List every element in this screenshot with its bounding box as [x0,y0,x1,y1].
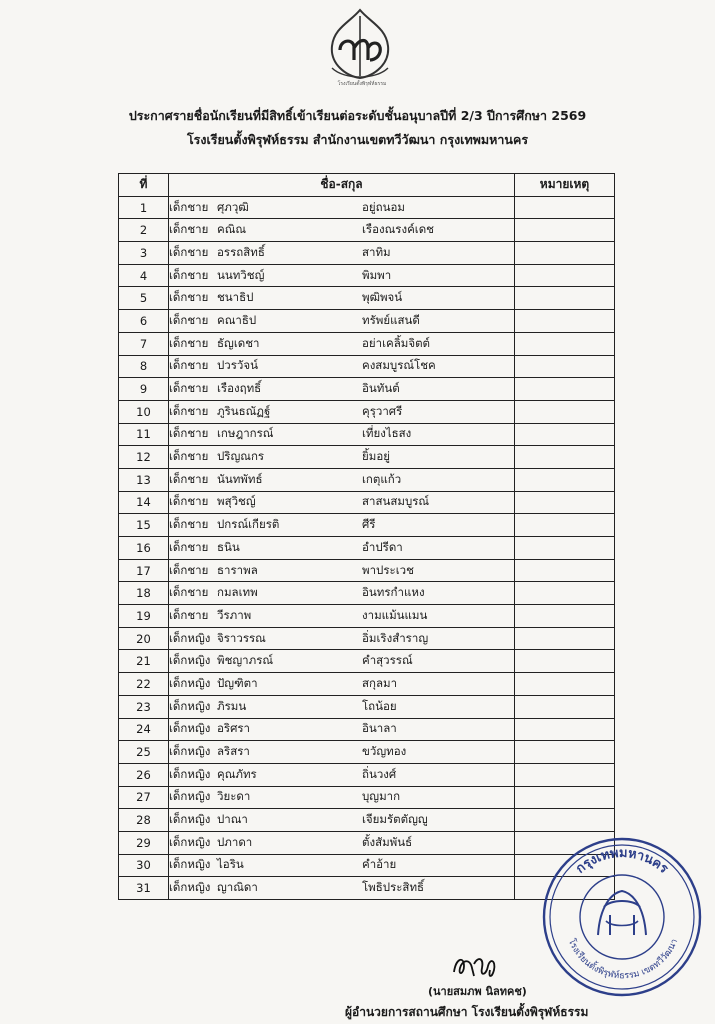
last-name: พิมพา [362,267,392,282]
first-name: นันทพัทธ์ [217,471,263,486]
row-number: 8 [119,355,169,378]
last-name: ศีรี [362,517,376,532]
name-prefix: เด็กหญิง [169,653,211,668]
name-prefix: เด็กหญิง [169,744,211,759]
last-name: สาสนสมบูรณ์ [362,494,430,509]
table-row [119,582,615,605]
last-name: สกุลมา [362,675,398,690]
row-number: 10 [119,400,169,423]
school-logo-icon [320,6,400,88]
student-name-cell [169,831,515,854]
table-row [119,514,615,537]
row-number: 12 [119,446,169,469]
column-header-name: ชื่อ-สกุล [169,174,515,197]
table-row [119,627,615,650]
first-name: วีรภาพ [217,607,252,622]
last-name: อยู่ถนอม [362,199,405,214]
name-prefix: เด็กหญิง [169,630,211,645]
first-name: ศุภวุฒิ [217,199,249,214]
first-name: ปวรวัจน์ [217,358,258,373]
note-cell [515,763,615,786]
first-name: ธาราพล [217,562,258,577]
note-cell [515,718,615,741]
table-row [119,355,615,378]
row-number: 13 [119,468,169,491]
student-name-cell [169,854,515,877]
name-prefix: เด็กชาย [169,199,209,214]
row-number: 23 [119,695,169,718]
table-row [119,196,615,219]
table-row [119,491,615,514]
row-number: 27 [119,786,169,809]
note-cell [515,695,615,718]
table-row [119,741,615,764]
last-name: อินาลา [362,721,397,736]
note-cell [515,673,615,696]
name-prefix: เด็กหญิง [169,834,211,849]
last-name: โถน้อย [362,698,397,713]
last-name: ขวัญทอง [362,744,407,759]
student-name-cell [169,877,515,900]
row-number: 29 [119,831,169,854]
last-name: ถิ่นวงศ์ [362,766,397,781]
note-cell [515,446,615,469]
first-name: พสุวิชญ์ [217,494,256,509]
student-name-cell [169,786,515,809]
last-name: ทรัพย์แสนดี [362,312,420,327]
name-prefix: เด็กชาย [169,312,209,327]
name-prefix: เด็กชาย [169,426,209,441]
last-name: งามแม้นแมน [362,607,428,622]
first-name: เรืองฤทธิ์ [217,381,262,396]
last-name: คำสุวรรณ์ [362,653,413,668]
row-number: 24 [119,718,169,741]
student-name-cell [169,400,515,423]
student-name-cell [169,219,515,242]
column-header-no: ที่ [119,174,169,197]
name-prefix: เด็กหญิง [169,698,211,713]
table-row [119,650,615,673]
note-cell [515,537,615,560]
student-name-cell [169,264,515,287]
note-cell [515,650,615,673]
name-prefix: เด็กหญิง [169,789,211,804]
last-name: อย่าเคลิ้มจิตต์ [362,335,431,350]
name-prefix: เด็กชาย [169,358,209,373]
first-name: วิยะดา [217,789,251,804]
student-name-cell [169,242,515,265]
last-name: อำปรีดา [362,539,403,554]
first-name: ชนาธิป [217,290,254,305]
name-prefix: เด็กชาย [169,335,209,350]
last-name: อิ่มเริงสำราญ [362,630,429,645]
student-name-cell [169,582,515,605]
student-name-cell [169,468,515,491]
table-row [119,468,615,491]
note-cell [515,242,615,265]
student-name-cell [169,355,515,378]
name-prefix: เด็กชาย [169,244,209,259]
first-name: ปกรณ์เกียรติ [217,517,280,532]
first-name: ธัญเดชา [217,335,260,350]
first-name: นนทวิชญ์ [217,267,265,282]
last-name: คงสมบูรณ์โชค [362,358,436,373]
first-name: ปาณา [217,812,248,827]
first-name: ปัญฑิตา [217,675,258,690]
row-number: 18 [119,582,169,605]
name-prefix: เด็กชาย [169,517,209,532]
note-cell [515,809,615,832]
table-row [119,537,615,560]
first-name: คณาธิป [217,312,257,327]
student-name-cell [169,763,515,786]
name-prefix: เด็กชาย [169,607,209,622]
name-prefix: เด็กชาย [169,449,209,464]
student-roster-table [118,173,615,900]
first-name: ปภาดา [217,834,253,849]
note-cell [515,378,615,401]
name-prefix: เด็กชาย [169,267,209,282]
row-number: 17 [119,559,169,582]
name-prefix: เด็กหญิง [169,857,211,872]
table-row [119,332,615,355]
name-prefix: เด็กชาย [169,290,209,305]
signatory-position: ผู้อำนวยการสถานศึกษา โรงเรียนตั้งพิรุฬห์ธรรม [345,1005,589,1019]
first-name: ลริสรา [217,744,250,759]
student-name-cell [169,310,515,333]
table-row [119,378,615,401]
student-name-cell [169,809,515,832]
last-name: คำอ้าย [362,857,397,872]
first-name: คุณภัทร [217,766,257,781]
name-prefix: เด็กชาย [169,562,209,577]
student-name-cell [169,491,515,514]
note-cell [515,287,615,310]
table-row [119,718,615,741]
last-name: อินทันต์ [362,381,400,396]
note-cell [515,355,615,378]
row-number: 30 [119,854,169,877]
last-name: ตั้งสัมพันธ์ [362,834,413,849]
stamp-text-top: กรุงเทพมหานคร [573,845,671,877]
table-row [119,242,615,265]
table-row [119,310,615,333]
row-number: 9 [119,378,169,401]
table-row [119,559,615,582]
row-number: 25 [119,741,169,764]
name-prefix: เด็กหญิง [169,812,211,827]
note-cell [515,514,615,537]
page-title: ประกาศรายชื่อนักเรียนที่มีสิทธิ์เข้าเรียนต่อระดับชั้นอนุบาลปีที่ 2/3 ปีการศึกษา 2569 [128,108,587,123]
last-name: เกตุแก้ว [362,471,402,486]
student-name-cell [169,332,515,355]
first-name: จิราวรรณ [217,630,266,645]
table-header-row [119,174,615,197]
student-name-cell [169,378,515,401]
name-prefix: เด็กชาย [169,539,209,554]
row-number: 21 [119,650,169,673]
name-prefix: เด็กหญิง [169,675,211,690]
student-name-cell [169,537,515,560]
note-cell [515,786,615,809]
student-name-cell [169,423,515,446]
row-number: 5 [119,287,169,310]
note-cell [515,605,615,628]
first-name: เกษฎากรณ์ [217,426,274,441]
note-cell [515,491,615,514]
note-cell [515,219,615,242]
logo-caption: โรงเรียนตั้งพิรุฬห์ธรรม [337,81,387,87]
first-name: ไอริน [217,857,244,872]
row-number: 1 [119,196,169,219]
last-name: ยิ้มอยู่ [362,449,390,464]
student-name-cell [169,514,515,537]
row-number: 28 [119,809,169,832]
row-number: 16 [119,537,169,560]
student-name-cell [169,559,515,582]
note-cell [515,310,615,333]
student-name-cell [169,287,515,310]
student-name-cell [169,605,515,628]
row-number: 19 [119,605,169,628]
student-name-cell [169,446,515,469]
last-name: เจียมรัตตัญญู [362,812,428,827]
table-row [119,809,615,832]
first-name: ภูรินธณัฏฐ์ [217,403,271,418]
note-cell [515,196,615,219]
last-name: พุฒิพจน์ [362,290,403,305]
note-cell [515,400,615,423]
student-name-cell [169,627,515,650]
row-number: 7 [119,332,169,355]
first-name: กมลเทพ [217,585,258,600]
table-row [119,446,615,469]
table-row [119,673,615,696]
signatory-name: (นายสมภพ นิลทคช) [428,985,527,998]
note-cell [515,468,615,491]
table-row [119,287,615,310]
name-prefix: เด็กหญิง [169,880,211,895]
first-name: พิชญาภรณ์ [217,653,274,668]
row-number: 2 [119,219,169,242]
column-header-note: หมายเหตุ [515,174,615,197]
name-prefix: เด็กชาย [169,585,209,600]
note-cell [515,332,615,355]
row-number: 20 [119,627,169,650]
first-name: ญาณิดา [217,880,258,895]
last-name: อินทรกำแหง [362,585,425,600]
table-row [119,605,615,628]
student-name-cell [169,673,515,696]
row-number: 22 [119,673,169,696]
table-row [119,786,615,809]
first-name: อริศรา [217,721,251,736]
row-number: 6 [119,310,169,333]
row-number: 26 [119,763,169,786]
last-name: คุรุวาศรี [362,403,403,418]
note-cell [515,559,615,582]
student-name-cell [169,718,515,741]
name-prefix: เด็กหญิง [169,721,211,736]
student-name-cell [169,741,515,764]
last-name: บุญมาก [362,789,401,804]
row-number: 3 [119,242,169,265]
last-name: เที่ยงไธสง [362,426,412,441]
signature-icon [450,950,500,982]
row-number: 11 [119,423,169,446]
table-row [119,763,615,786]
table-row [119,695,615,718]
name-prefix: เด็กชาย [169,403,209,418]
note-cell [515,423,615,446]
table-row [119,400,615,423]
row-number: 15 [119,514,169,537]
note-cell [515,741,615,764]
name-prefix: เด็กชาย [169,222,209,237]
last-name: สาทิม [362,244,391,259]
row-number: 4 [119,264,169,287]
last-name: พาประเวช [362,562,414,577]
student-name-cell [169,695,515,718]
last-name: เรืองณรงค์เดช [362,222,434,237]
name-prefix: เด็กชาย [169,494,209,509]
last-name: โพธิประสิทธิ์ [362,880,425,895]
name-prefix: เด็กชาย [169,381,209,396]
stamp-text-bottom: โรงเรียนตั้งพิรุฬห์ธรรม เขตทวีวัฒนา [565,937,681,982]
first-name: คณิณ [217,222,247,237]
row-number: 31 [119,877,169,900]
first-name: ธนิน [217,539,240,554]
table-row [119,423,615,446]
name-prefix: เด็กหญิง [169,766,211,781]
first-name: อรรถสิทธิ์ [217,244,265,259]
table-row [119,219,615,242]
note-cell [515,582,615,605]
svg-text:กรุงเทพมหานคร [573,846,671,877]
row-number: 14 [119,491,169,514]
first-name: ภิรมน [217,698,247,713]
student-name-cell [169,650,515,673]
first-name: ปริญณกร [217,449,265,464]
page-subtitle: โรงเรียนตั้งพิรุฬห์ธรรม สำนักงานเขตทวีวัฒนา กรุงเทพมหานคร [186,132,529,147]
table-row [119,264,615,287]
student-name-cell [169,196,515,219]
note-cell [515,264,615,287]
name-prefix: เด็กชาย [169,471,209,486]
official-stamp-icon [540,835,705,1000]
note-cell [515,627,615,650]
